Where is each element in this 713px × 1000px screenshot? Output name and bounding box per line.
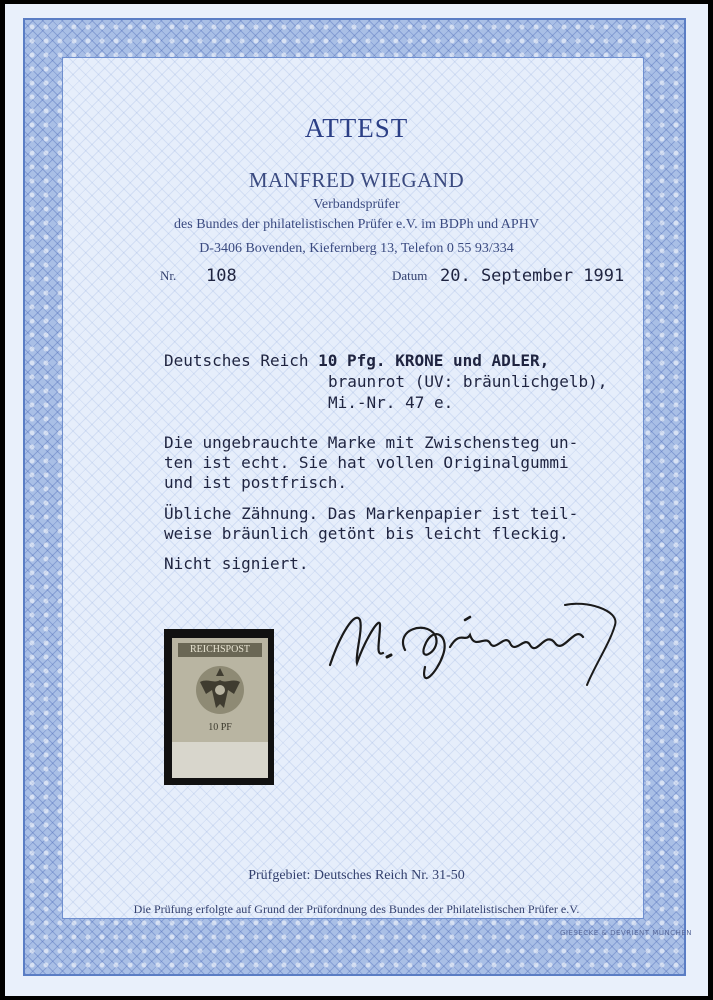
examination-scope: Prüfgebiet: Deutsches Reich Nr. 31-50 (248, 868, 465, 883)
examiner-address: D-3406 Bovenden, Kiefernberg 13, Telefon 0 55 93/334 (199, 241, 514, 256)
certificate-date: 20. September 1991 (440, 266, 625, 286)
eagle-icon (190, 660, 250, 718)
para2-line2: weise bräunlich getönt bis leicht fleckig. (164, 524, 569, 543)
signature-image (325, 595, 635, 695)
certificate-number: 108 (206, 266, 237, 286)
printer-imprint: GIESECKE & DEVRIENT MÜNCHEN (560, 929, 692, 937)
examiner-name: MANFRED WIEGAND (248, 168, 465, 192)
examiner-role: Verbandsprüfer (313, 197, 400, 212)
nr-label: Nr. (160, 268, 177, 283)
not-signed-note: Nicht signiert. (164, 554, 309, 573)
date-label: Datum (392, 268, 428, 283)
stamp-value-inscription: 10 PF (208, 722, 232, 733)
examination-regulation-note: Die Prüfung erfolgte auf Grund der Prüfordnung des Bundes der Philatelistischen Prüfer e.V. (133, 902, 580, 916)
stamp-description-line2: braunrot (UV: bräunlichgelb), (328, 372, 608, 391)
stamp-top-inscription: REICHSPOST (178, 643, 262, 657)
para1-line2: ten ist echt. Sie hat vollen Originalgummi (164, 453, 569, 472)
stamp-description-line3: Mi.-Nr. 47 e. (328, 393, 454, 412)
stamp-description-line1: Deutsches Reich 10 Pfg. KRONE und ADLER, (164, 351, 550, 370)
examiner-association: des Bundes der philatelistischen Prüfer e.V. im BDPh und APHV (174, 217, 539, 232)
para1-line1: Die ungebrauchte Marke mit Zwischensteg un- (164, 433, 579, 452)
para2-line1: Übliche Zähnung. Das Markenpapier ist teil- (164, 504, 579, 523)
certificate-title: ATTEST (304, 113, 409, 143)
para1-line3: und ist postfrisch. (164, 473, 348, 492)
stamp-margin-gutter (172, 742, 268, 778)
